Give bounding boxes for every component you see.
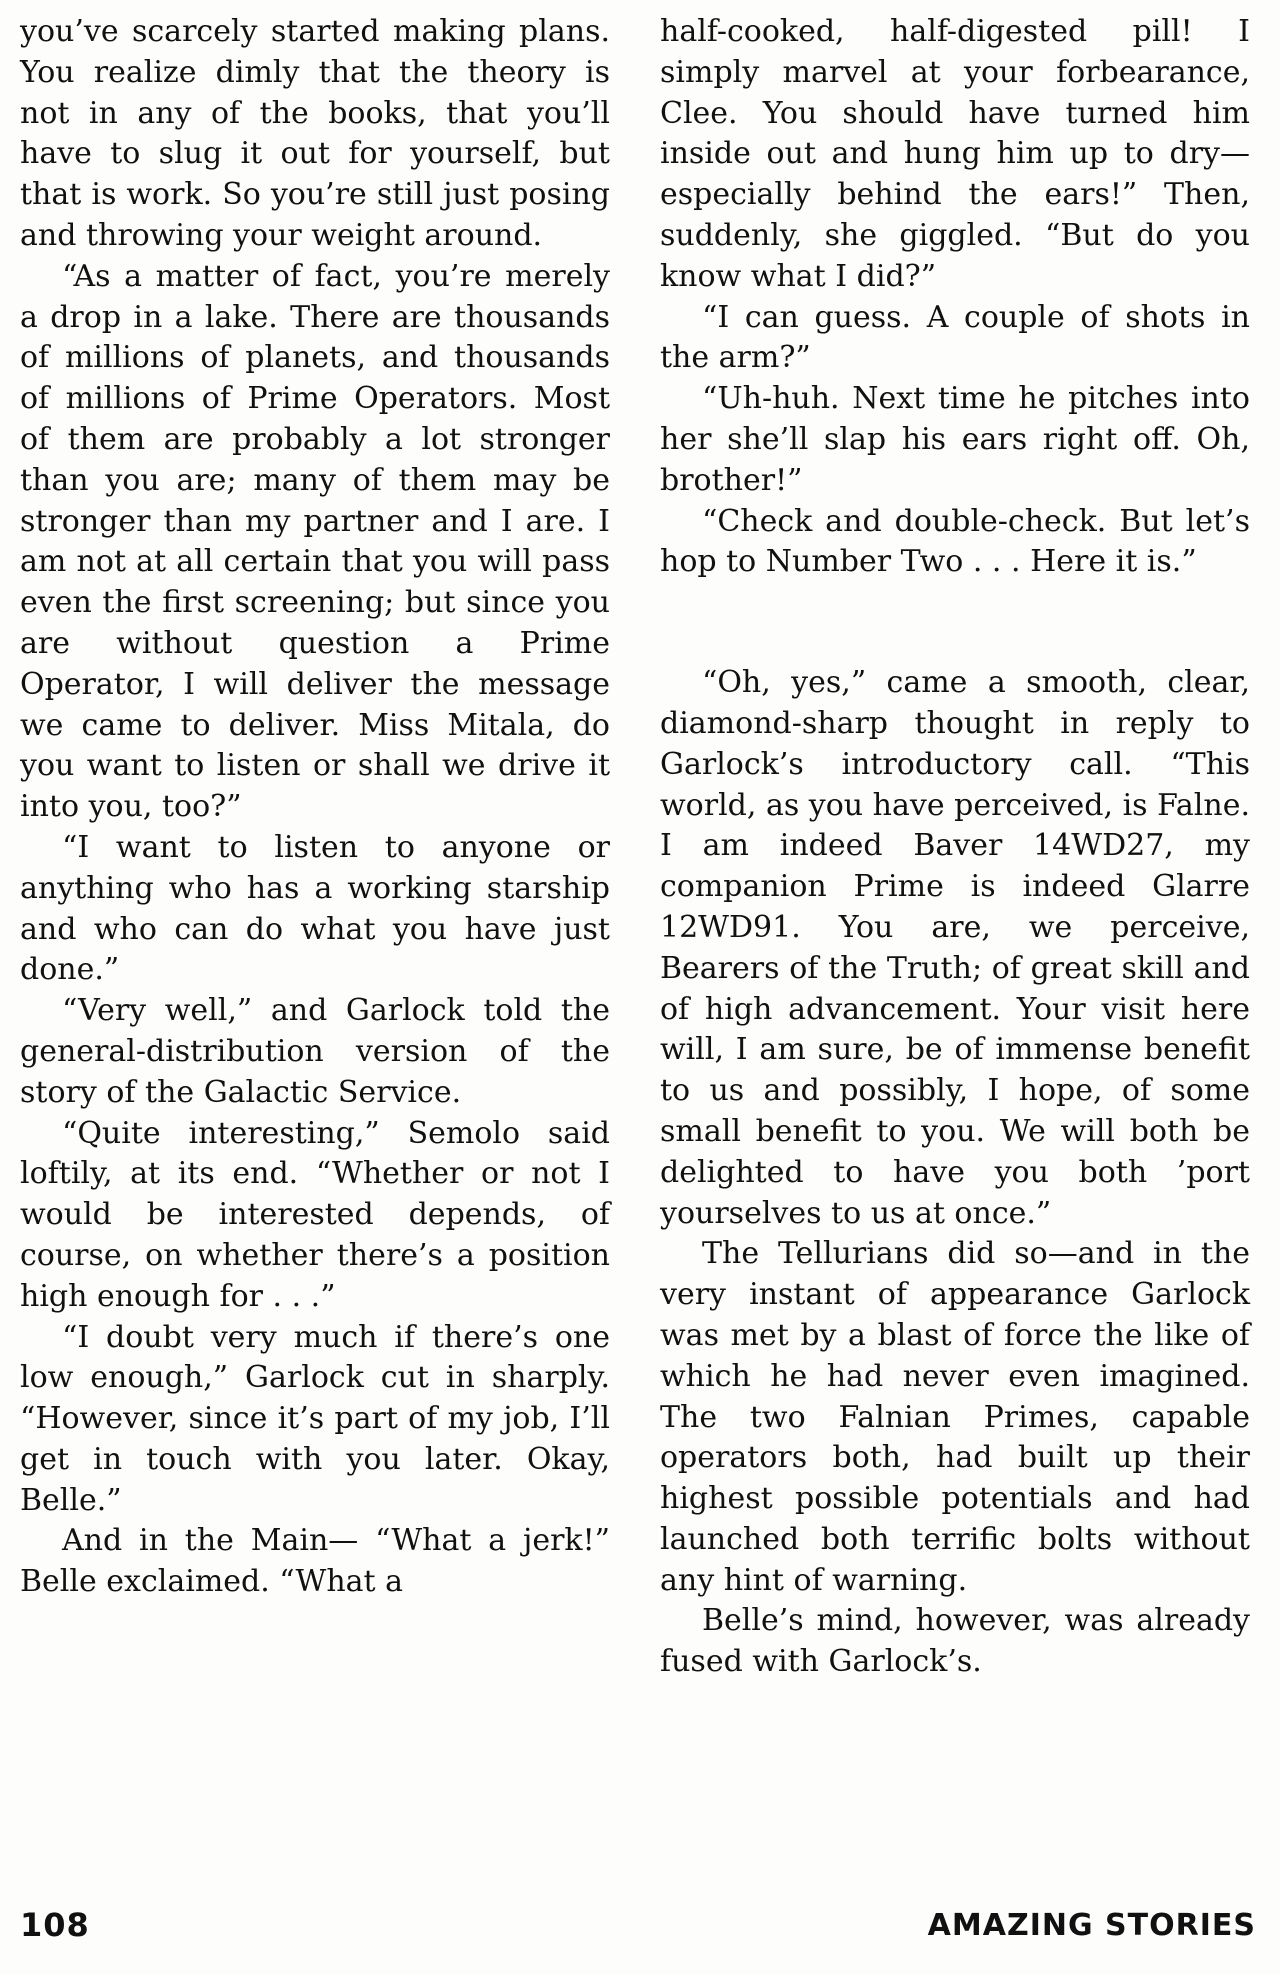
- paragraph: you’ve scarcely started making plans. You realize dimly that the theory is not in any of the books, that you’ll have to slug it out for yourself, but that is work. So you’re still just posing and throwing your weight around.: [20, 14, 610, 253]
- right-text-column: [660, 12, 1250, 1683]
- paragraph: The Tellurians did so—and in the very instant of appearance Garlock was met by a blast of force the like of which he had never even imagined. The two Falnian Primes, capable operators both, had built up their highest possible potentials and had launched both terrific bolts without any hint of warning.: [660, 1236, 1250, 1598]
- paragraph: Belle’s mind, however, was already fused with Garlock’s.: [660, 1603, 1250, 1680]
- paragraph: “I want to listen to anyone or anything who has a working starship and who can do what you have just done.”: [20, 829, 610, 988]
- paragraph: half-cooked, half-digested pill! I simply marvel at your forbearance, Clee. You should have turned him inside out and hung him up to dry—especially behind the ears!” Then, suddenly, she giggled. “But do you know what I did?”: [660, 14, 1250, 294]
- paragraph: “I can guess. A couple of shots in the arm?”: [660, 299, 1250, 376]
- paragraph: “I doubt very much if there’s one low enough,” Garlock cut in sharply. “However, since it’s part of my job, I’ll get in touch with you later. Okay, Belle.”: [20, 1319, 610, 1518]
- paragraph: “Uh-huh. Next time he pitches into her she’ll slap his ears right off. Oh, brother!”: [660, 381, 1250, 498]
- paragraph: And in the Main— “What a jerk!” Belle exclaimed. “What a: [20, 1523, 610, 1600]
- paragraph: “Check and double-check. But let’s hop to Number Two . . . Here it is.”: [660, 503, 1250, 580]
- left-text-column: [20, 12, 610, 1603]
- paragraph: “Quite interesting,” Semolo said loftily, at its end. “Whether or not I would be interested depends, of course, on whether there’s a position high enough for . . .”: [20, 1115, 610, 1314]
- page-number: 108: [20, 1906, 90, 1944]
- paragraph: “Very well,” and Garlock told the general-distribution version of the story of the Galactic Service.: [20, 993, 610, 1110]
- magazine-title: AMAZING STORIES: [927, 1908, 1256, 1943]
- paragraph: “As a matter of fact, you’re merely a drop in a lake. There are thousands of millions of planets, and thousands of millions of Prime Operators. Most of them are probably a lot stronger than you are; many of them may be stronger than my partner and I are. I am not at all certain that you will pass even the first screening; but since you are without question a Prime Operator, I will deliver the message we came to deliver. Miss Mitala, do you want to listen or shall we drive it into you, too?”: [20, 258, 610, 825]
- paragraph: “Oh, yes,” came a smooth, clear, diamond-sharp thought in reply to Garlock’s introductory call. “This world, as you have perceived, is Falne. I am indeed Baver 14WD27, my companion Prime is indeed Glarre 12WD91. You are, we perceive, Bearers of the Truth; of great skill and of high advancement. Your visit here will, I am sure, be of immense benefit to us and possibly, I hope, of some small benefit to you. We will both be delighted to have you both ’port yourselves to us at once.”: [660, 665, 1250, 1231]
